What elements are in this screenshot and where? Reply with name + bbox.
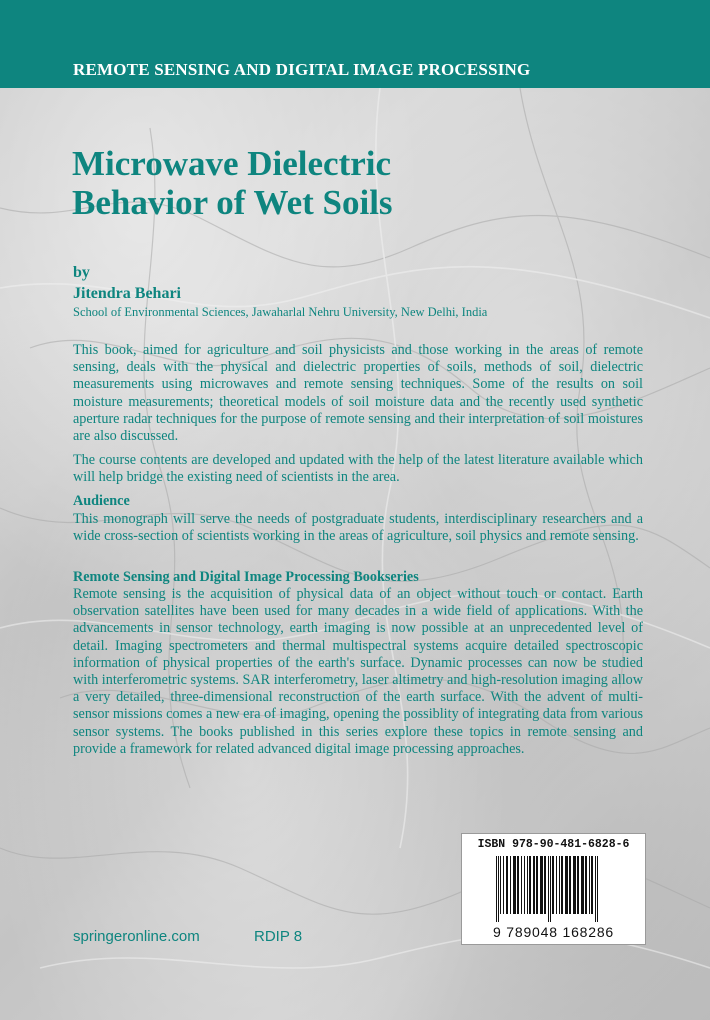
barcode-bar xyxy=(517,856,519,914)
barcode-bar xyxy=(533,856,535,914)
series-description: Remote sensing is the acquisition of physical data of an object without touch or contact. Earth observation satellites have been used for many decades in a wide field of applications. With the advancements in sensor technology, earth imaging is now possible at an unprecedented level of detail. Imaging spectrometers and thermal multispectral systems acquire detailed spectroscopic information of physical properties of the earth's surface. Dynamic processes can now be studied with interferometric systems. SAR interferometry, laser altimetry and high-resolution imaging allow a very detailed, three-dimensional reconstruction of the earth surface. With the advent of multi-sensor missions comes a new era of imaging, opening the possiblity of integrating data from various sensor systems. The books published in this series explore these topics in remote sensing and provide a framework for related advanced digital image processing approaches. xyxy=(73,586,643,757)
author-affiliation: School of Environmental Sciences, Jawaharlal Nehru University, New Delhi, India xyxy=(73,305,488,319)
series-heading: Remote Sensing and Digital Image Processing Bookseries xyxy=(73,569,419,585)
publisher-url: springeronline.com xyxy=(73,928,200,945)
barcode-bar xyxy=(500,856,501,914)
series-title: REMOTE SENSING AND DIGITAL IMAGE PROCESSING xyxy=(73,60,531,79)
barcode-bar xyxy=(544,856,546,914)
barcode-bar xyxy=(513,856,516,914)
barcode-box xyxy=(461,833,646,945)
barcode-image xyxy=(496,856,612,922)
isbn-label: ISBN 978-90-481-6828-6 xyxy=(477,838,630,851)
barcode-bar xyxy=(498,856,499,922)
barcode-bar xyxy=(581,856,584,914)
by-label: by xyxy=(73,264,90,281)
barcode-bar xyxy=(529,856,531,914)
barcode-bar xyxy=(591,856,593,914)
description-paragraph-1: This book, aimed for agriculture and soil physicists and those working in the areas of remote sensing, deals with the physical and dielectric properties of soils, methods of soil, dielectric measurements using microwaves and remote sensing techniques. Some of the results on soil moisture measurements; theoretical models of soil moisture data and the recently used synthetic aperture radar techniques for the purpose of remote sensing and their interpretation of soil moistures are also discussed. xyxy=(73,342,643,445)
book-title xyxy=(72,144,393,222)
barcode-bar xyxy=(548,856,549,922)
barcode-bar xyxy=(565,856,568,914)
barcode-bar xyxy=(550,856,551,922)
header-bar xyxy=(0,0,710,88)
series-code: RDIP 8 xyxy=(254,928,303,945)
barcode-bar xyxy=(573,856,576,914)
author-name: Jitendra Behari xyxy=(73,285,181,302)
barcode-bar xyxy=(521,856,522,914)
barcode-bar xyxy=(540,856,543,914)
barcode-bar xyxy=(595,856,596,922)
barcode-bar xyxy=(527,856,528,914)
barcode-bar xyxy=(510,856,511,914)
barcode-bar xyxy=(561,856,563,914)
barcode-bar xyxy=(559,856,560,914)
barcode-bar xyxy=(496,856,497,922)
ean-digits: 9 789048 168286 xyxy=(493,924,614,940)
barcode-bar xyxy=(569,856,571,914)
book-title-line-2: Behavior of Wet Soils xyxy=(72,183,393,222)
barcode-bar xyxy=(585,856,587,914)
description-paragraph-2: The course contents are developed and updated with the help of the latest literature available which will help bridge the existing need of scientists in the area. xyxy=(73,452,643,486)
audience-heading: Audience xyxy=(73,493,130,509)
barcode-bar xyxy=(577,856,579,914)
barcode-bar xyxy=(556,856,557,914)
barcode-bar xyxy=(506,856,508,914)
barcode-bar xyxy=(597,856,598,922)
audience-text: This monograph will serve the needs of postgraduate students, interdisciplinary researchers and a wide cross-section of scientists working in the areas of agriculture, soil physics and remote sensing. xyxy=(73,511,643,545)
barcode-bar xyxy=(552,856,554,914)
barcode-bar xyxy=(524,856,525,914)
barcode-bar xyxy=(589,856,590,914)
book-title-line-1: Microwave Dielectric xyxy=(72,144,392,183)
barcode-bar xyxy=(536,856,538,914)
barcode-bar xyxy=(503,856,504,914)
